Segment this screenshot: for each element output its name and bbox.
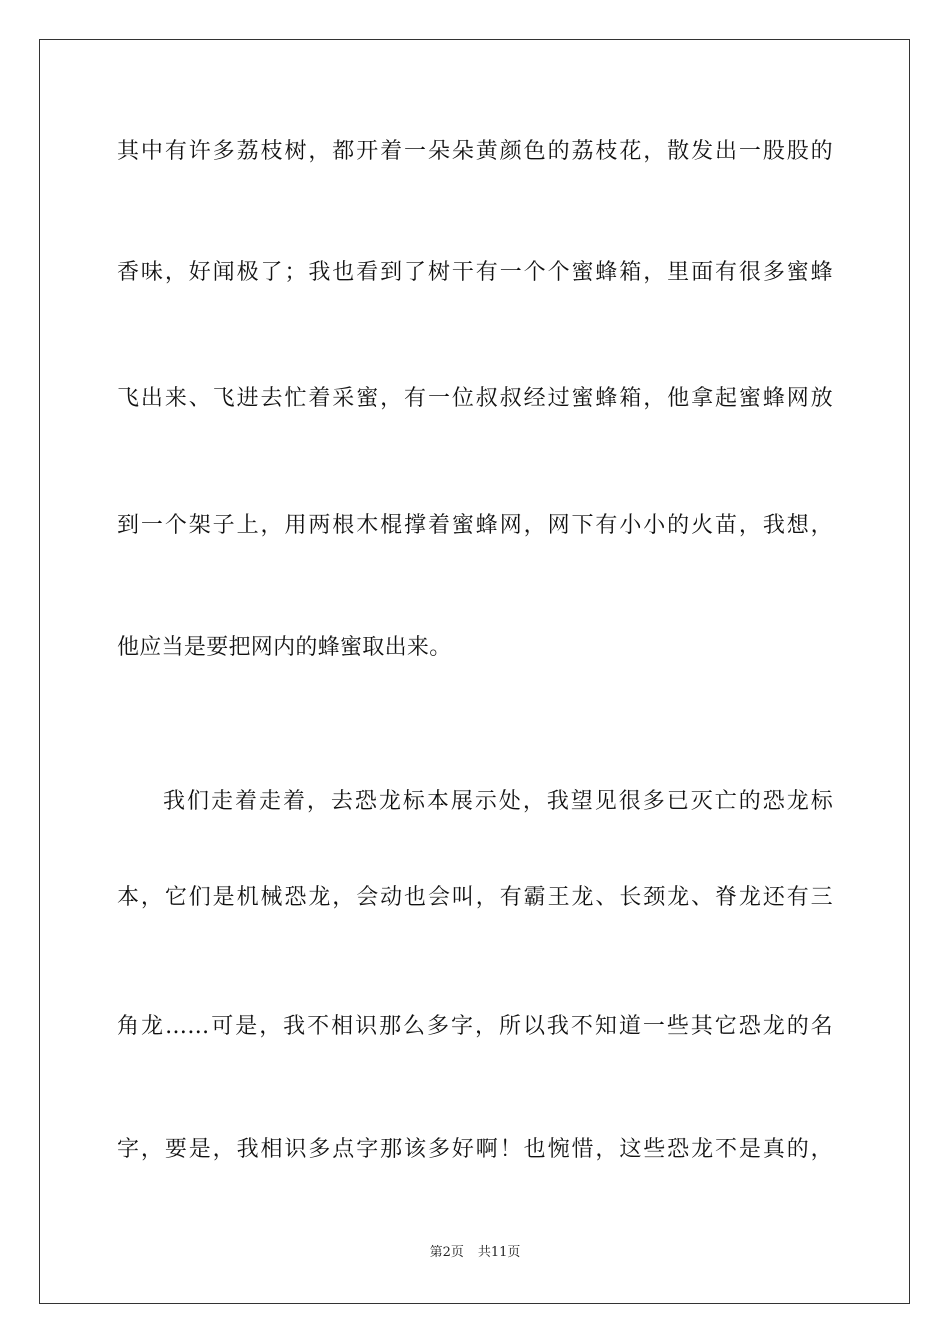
paragraph-line: 其中有许多荔枝树，都开着一朵朵黄颜色的荔枝花，散发出一股股的 <box>117 139 833 164</box>
page-footer <box>0 1244 950 1262</box>
paragraph-line: 飞出来、飞进去忙着采蜜，有一位叔叔经过蜜蜂箱，他拿起蜜蜂网放 <box>117 386 833 411</box>
page-border <box>39 39 910 1304</box>
paragraph-line: 到一个架子上，用两根木棍撑着蜜蜂网，网下有小小的火苗，我想， <box>117 513 833 538</box>
paragraph-line: 本，它们是机械恐龙，会动也会叫，有霸王龙、长颈龙、脊龙还有三 <box>117 885 833 910</box>
page-number: 第2页 <box>429 1245 464 1260</box>
paragraph-line-last: 他应当是要把网内的蜂蜜取出来。 <box>117 635 452 660</box>
page-total: 共11页 <box>477 1245 521 1260</box>
paragraph-line: 香味，好闻极了；我也看到了树干有一个个蜜蜂箱，里面有很多蜜蜂 <box>117 260 833 285</box>
paragraph-line-indented: 我们走着走着，去恐龙标本展示处，我望见很多已灭亡的恐龙标 <box>163 789 833 814</box>
paragraph-line: 角龙……可是，我不相识那么多字，所以我不知道一些其它恐龙的名 <box>117 1014 833 1039</box>
paragraph-line: 字，要是，我相识多点字那该多好啊！也惋惜，这些恐龙不是真的， <box>117 1137 833 1162</box>
